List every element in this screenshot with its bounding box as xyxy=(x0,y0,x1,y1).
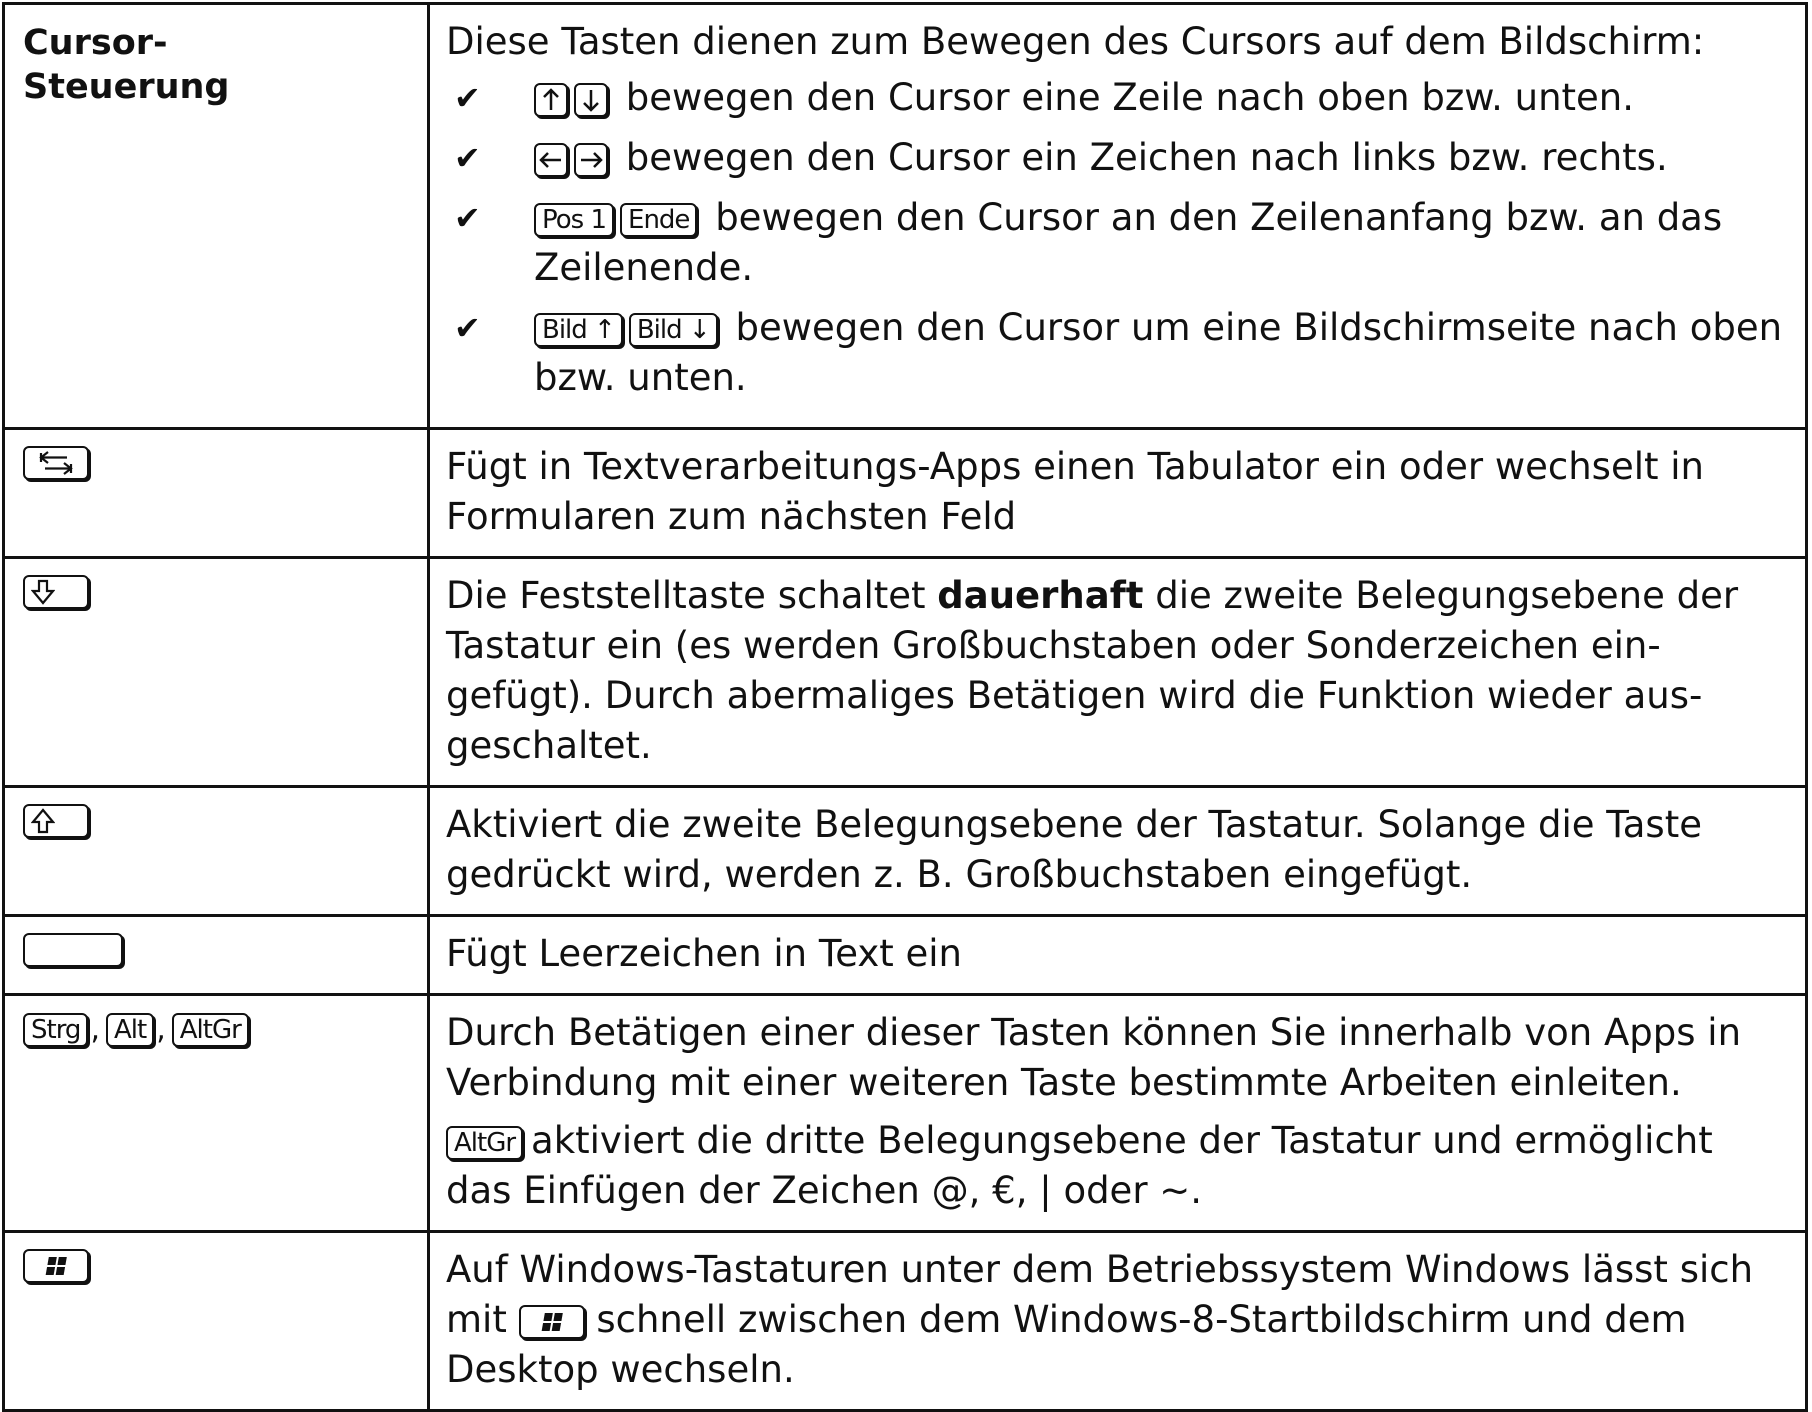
text-part: schnell zwischen dem Windows-8-Startbildschirm und dem Desktop wechseln. xyxy=(446,1298,1687,1391)
shift-key-icon xyxy=(23,804,89,838)
caps-lock-key-icon xyxy=(23,575,89,609)
description-cell: Fügt in Textverarbeitungs-Apps einen Tabulator ein oder wechselt in Formularen zum nächsten Feld xyxy=(429,429,1807,558)
item-text: bewegen den Cursor an den Zeilenanfang bzw. an das Zeilenende. xyxy=(534,196,1723,289)
altgr-paragraph xyxy=(446,1116,1785,1216)
arrow-down-icon xyxy=(574,83,608,117)
row-heading-line2: Steuerung xyxy=(23,67,230,107)
description-cell: Fügt Leerzeichen in Text ein xyxy=(429,916,1807,995)
text-part: Die Feststelltaste schaltet xyxy=(446,574,938,617)
table-row xyxy=(4,787,1807,916)
pos1-key: Pos 1 xyxy=(534,203,614,237)
page-down-key: Bild ↓ xyxy=(629,313,718,347)
description-cell xyxy=(429,1232,1807,1411)
key-cell xyxy=(4,995,429,1232)
altgr-key: AltGr xyxy=(446,1126,523,1160)
table-row xyxy=(4,4,1807,429)
key-cell xyxy=(4,429,429,558)
text-part: die zweite Belegungsebene der Tastatur ein (es werden Großbuchstaben oder Sonderzeichen ein-gefügt). Durch abermaliges Betätigen wird die Funktion wieder aus-geschaltet. xyxy=(446,574,1739,767)
key-cell xyxy=(4,787,429,916)
alt-key: Alt xyxy=(106,1013,154,1047)
strg-key: Strg xyxy=(23,1013,88,1047)
altgr-key: AltGr xyxy=(172,1013,249,1047)
space-key-icon xyxy=(23,933,123,967)
row-heading-line1: Cursor- xyxy=(23,23,168,63)
windows-key-icon xyxy=(519,1305,585,1339)
description-cell xyxy=(429,4,1807,429)
arrow-left-icon xyxy=(534,143,568,177)
arrow-up-icon xyxy=(534,83,568,117)
key-cell xyxy=(4,1232,429,1411)
check-icon: ✔ xyxy=(454,139,481,177)
check-icon: ✔ xyxy=(454,309,481,347)
list-item xyxy=(446,73,1785,123)
cursor-intro-text: Diese Tasten dienen zum Bewegen des Cursors auf dem Bildschirm: xyxy=(446,20,1705,63)
list-item xyxy=(446,303,1785,403)
key-cell xyxy=(4,558,429,787)
ende-key: Ende xyxy=(620,203,697,237)
table-row xyxy=(4,995,1807,1232)
emphasis-text: dauerhaft xyxy=(937,574,1144,617)
key-cell xyxy=(4,916,429,995)
separator: , xyxy=(90,1012,100,1047)
cursor-key-list xyxy=(446,73,1785,403)
arrow-right-icon xyxy=(574,143,608,177)
windows-key-icon xyxy=(23,1249,89,1283)
list-item xyxy=(446,133,1785,183)
item-text: bewegen den Cursor eine Zeile nach oben bzw. unten. xyxy=(625,76,1635,119)
tab-key-icon xyxy=(23,446,89,480)
page-up-key: Bild ↑ xyxy=(534,313,623,347)
table-row xyxy=(4,1232,1807,1411)
table-row xyxy=(4,558,1807,787)
description-cell xyxy=(429,995,1807,1232)
modifier-text: Durch Betätigen einer dieser Tasten können Sie innerhalb von Apps in Verbindung mit einer weiteren Taste bestimmte Arbeiten einleiten. xyxy=(446,1011,1742,1104)
text-part: Auf Windows-Tastaturen unter dem Betriebssystem Windows lässt sich mit xyxy=(446,1248,1754,1341)
table-row xyxy=(4,429,1807,558)
table-row xyxy=(4,916,1807,995)
description-cell: Aktiviert die zweite Belegungsebene der Tastatur. Solange die Taste gedrückt wird, werden z. B. Großbuchstaben eingefügt. xyxy=(429,787,1807,916)
description-cell xyxy=(429,558,1807,787)
item-text: bewegen den Cursor ein Zeichen nach links bzw. rechts. xyxy=(625,136,1668,179)
check-icon: ✔ xyxy=(454,79,481,117)
altgr-text: aktiviert die dritte Belegungsebene der Tastatur und ermöglicht das Einfügen der Zeichen @, €, | oder ~. xyxy=(446,1119,1713,1212)
item-text: bewegen den Cursor um eine Bildschirmseite nach oben bzw. unten. xyxy=(534,306,1783,399)
check-icon: ✔ xyxy=(454,199,481,237)
separator: , xyxy=(156,1012,166,1047)
key-cell xyxy=(4,4,429,429)
list-item xyxy=(446,193,1785,293)
keyboard-keys-table xyxy=(2,2,1808,1412)
